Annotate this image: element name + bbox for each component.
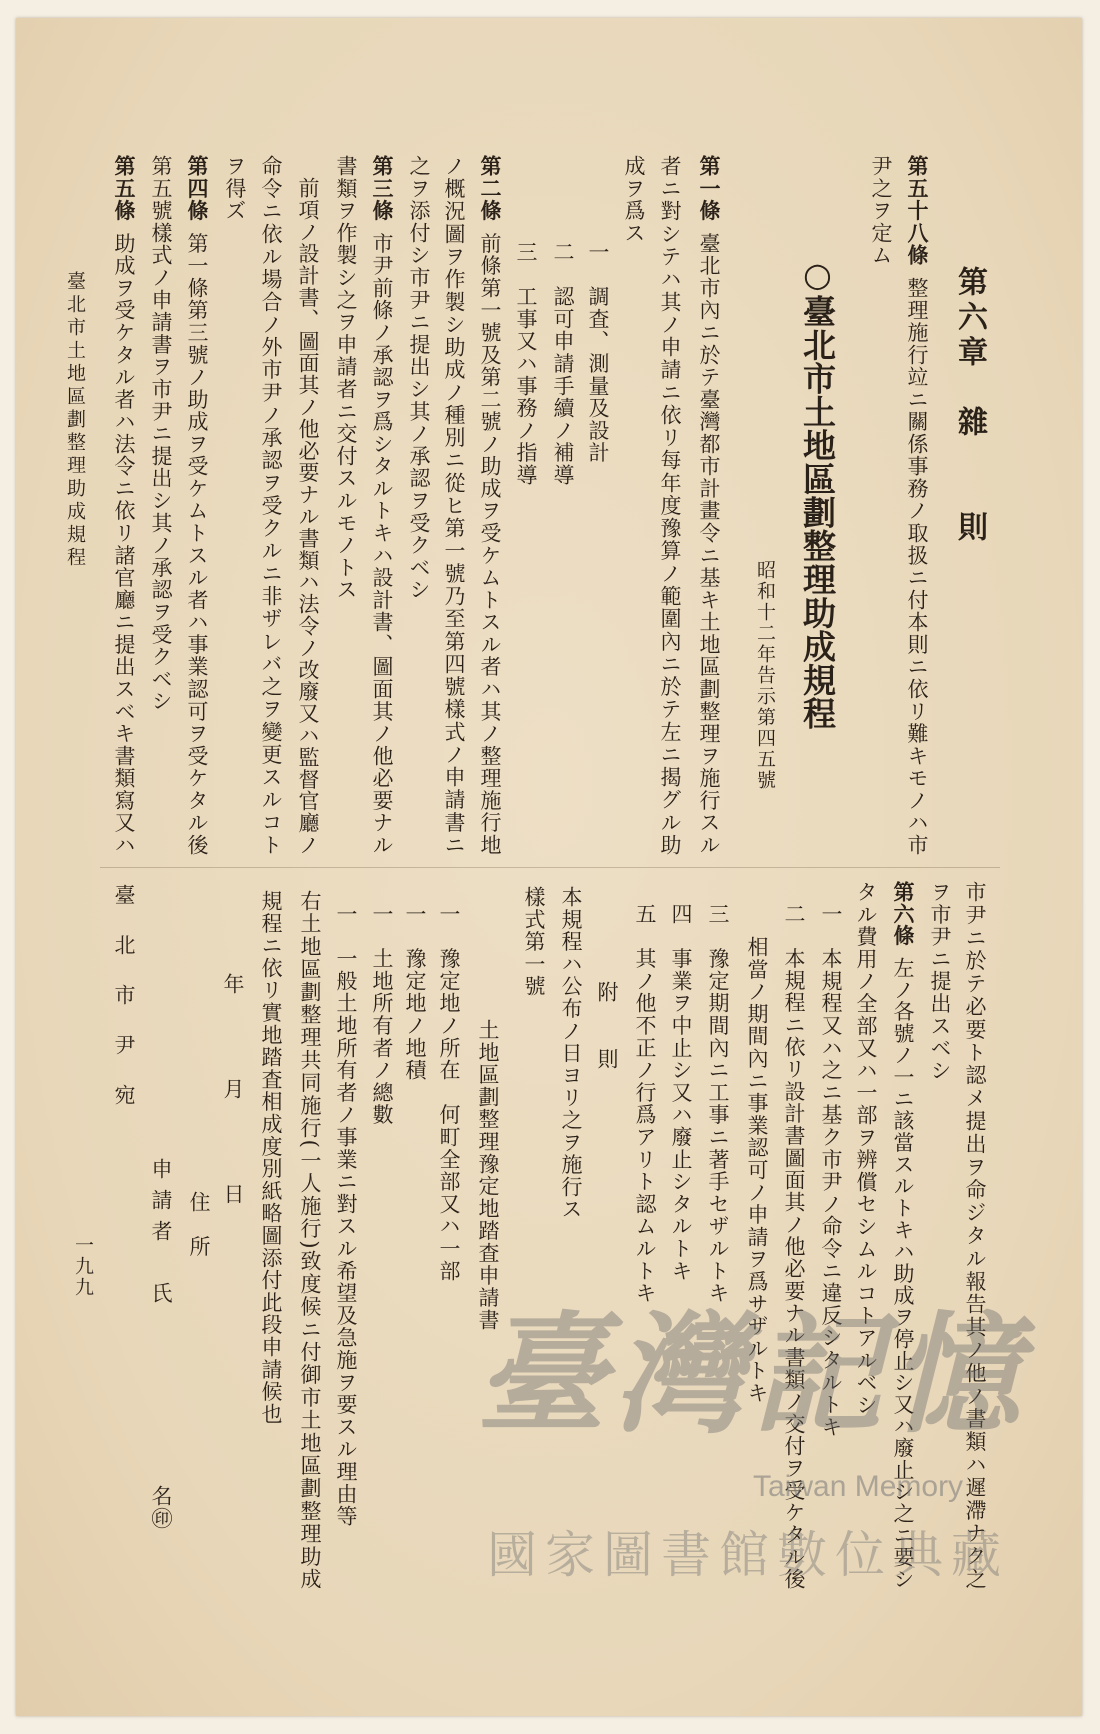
article-4-line [182,155,212,855]
article-label: 第一條 [697,155,722,222]
article-6-item: 相當ノ期間內ニ事業認可ノ申請ヲ爲サザルトキ [745,936,769,1405]
article-5-line: ヲ市尹ニ提出スベシ [928,881,952,1082]
form-body-line: 右土地區劃整理共同施行(一人施行)致度候ニ付御市土地區劃整理助成 [298,890,322,1589]
article-2-line [475,155,505,855]
article-5-line: 市尹ニ於テ必要ト認メ提出ヲ命ジタル報告其ノ他ノ書類ハ遲滯ナク之 [963,881,987,1589]
article-6-item: 二 本規程ニ依リ設計書圖面其ノ他必要ナル書類ノ交付ヲ受ケタル後 [782,903,806,1589]
article-text: 前條第一號及第二號ノ助成ヲ受ケムトスル者ハ其ノ整理施行地 [478,232,502,856]
form-item: 一 豫定地ノ所在 何町全部又ハ一部 [437,903,461,1283]
article-1-line [694,155,724,855]
watermark-english: Taiwan Memory [753,1470,964,1503]
article-6-item: 五 其ノ他不正ノ行爲アリト認ムルトキ [633,903,657,1305]
article-58-line: 尹之ヲ定ム [869,155,893,267]
supplementary-heading: 附 則 [595,981,619,1071]
article-1-item: 三 工事又ハ事務ノ指導 [514,241,538,487]
article-6-item: 四 事業ヲ中止シ又ハ廢止シタルトキ [669,903,693,1283]
form-applicant-label: 申請者 氏 [149,1158,173,1313]
article-label: 第三條 [370,155,395,222]
form-body-line: 規程ニ依リ實地踏査相成度別紙略圖添付此段申請候也 [259,890,283,1426]
page-number: 一九九 [72,1235,94,1298]
regulation-notice: 昭和十二年告示第四五號 [754,560,776,791]
article-3-line [367,155,397,855]
article-label: 第五條 [112,155,137,222]
article-3-paragraph-line: ヲ得ズ [223,155,247,222]
article-text: 第一條第三號ノ助成ヲ受ケムトスル者ハ事業認可ヲ受ケタル後 [185,232,209,856]
form-name-seal: 名㊞ [149,1485,173,1530]
article-label: 第五十八條 [905,155,930,267]
chapter-heading: 第六章 雜 則 [952,266,987,546]
watermark-logo: 臺灣記憶 [476,1298,1029,1451]
running-title: 臺北市土地區劃整理助成規程 [64,271,86,570]
article-label: 第六條 [891,881,916,947]
article-3-paragraph-line: 前項ノ設計書、圖面其ノ他必要ナル書類ハ法令ノ改廢又ハ監督官廳ノ [296,177,320,856]
form-item: 一 一般土地所有者ノ事業ニ對スル希望及急施ヲ要スル理由等 [334,903,358,1528]
article-3-paragraph-line: 命令ニ依ル場合ノ外市尹ノ承認ヲ受クルニ非ザレバ之ヲ變更スルコト [259,155,283,855]
article-3-line: 書類ヲ作製シ之ヲ申請者ニ交付スルモノトス [334,155,358,601]
article-1-item: 二 認可申請手續ノ補導 [551,241,575,487]
form-heading: 樣式第一號 [522,886,546,998]
form-addressee: 臺 北 市 尹 宛 [112,884,136,1109]
article-text: 助成ヲ受ケタル者ハ法令ニ依リ諸官廳ニ提出スベキ書類寫又ハ [112,232,136,856]
form-item: 一 土地所有者ノ總數 [370,903,394,1126]
supplementary-text: 本規程ハ公布ノ日ヨリ之ヲ施行ス [559,886,583,1221]
watermark-institution: 國家圖書館數位典藏 [487,1526,1009,1584]
form-date-line: 年 月 日 [221,973,245,1218]
article-58-line [902,155,932,855]
article-2-line: 之ヲ添付シ市尹ニ提出シ其ノ承認ヲ受クベシ [407,155,431,601]
form-item: 一 豫定地ノ地積 [403,903,427,1082]
article-text: 臺北市內ニ於テ臺灣都市計畫令ニ基キ土地區劃整理ヲ施行スル [697,232,721,856]
regulation-title: ○臺北市土地區劃整理助成規程 [798,255,837,730]
article-5-line [109,155,139,855]
article-1-line: 者ニ對シテハ其ノ申請ニ依リ每年度豫算ノ範圍內ニ於テ左ニ揭グル助 [658,155,682,855]
article-text: 左ノ各號ノ一ニ該當スルトキハ助成ヲ停止シ又ハ廢止シ之ニ要シ [891,956,915,1590]
article-text: 整理施行竝ニ關係事務ノ取扱ニ付本則ニ依リ難キモノハ市 [905,276,929,856]
article-6-item: 一 本規程又ハ之ニ基ク市尹ノ命令ニ違反シタルトキ [819,903,843,1439]
section-divider [100,867,1000,868]
article-text: 市尹前條ノ承認ヲ爲シタルトキハ設計書、圖面其ノ他必要ナル [370,232,394,856]
article-label: 第二條 [478,155,503,222]
form-title: 土地區劃整理豫定地踏査申請書 [476,1019,500,1332]
article-2-line: ノ概況圖ヲ作製シ助成ノ種別ニ從ヒ第一號乃至第四號樣式ノ申請書ニ [442,155,466,855]
article-6-item: 三 豫定期間內ニ工事ニ著手セザルトキ [706,903,730,1305]
article-4-line: 第五號樣式ノ申請書ヲ市尹ニ提出シ其ノ承認ヲ受クベシ [149,155,173,713]
article-6-line: タル費用ノ全部又ハ一部ヲ辨償セシムルコトアルベシ [854,881,878,1417]
article-1-line: 成ヲ爲ス [622,155,646,245]
article-label: 第四條 [185,155,210,222]
form-address-label: 住 所 [187,1191,211,1258]
article-1-item: 一 調査、測量及設計 [586,241,610,464]
